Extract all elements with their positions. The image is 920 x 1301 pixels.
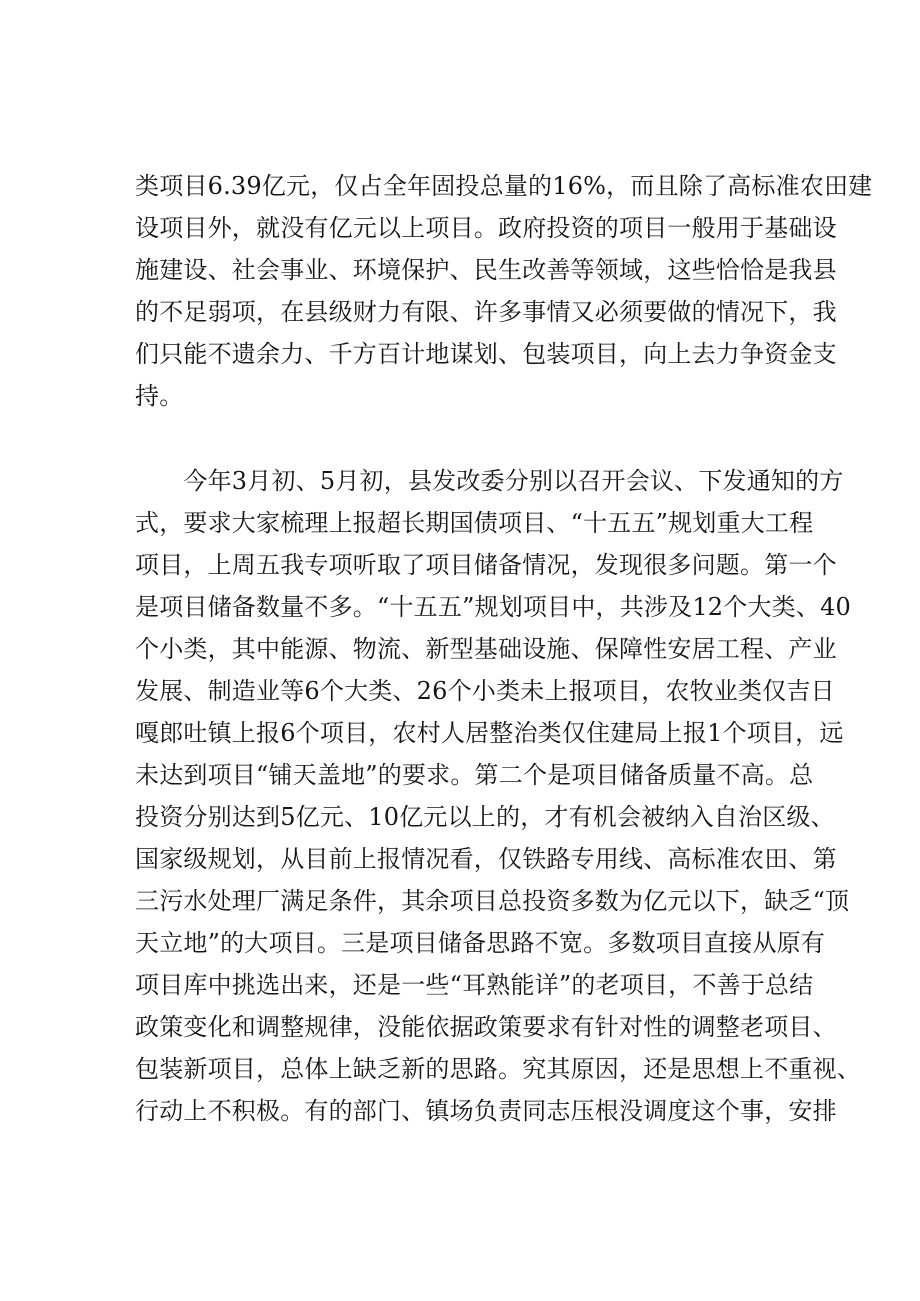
paragraph-line: 未达到项目“铺天盖地”的要求。第二个是项目储备质量不高。总 xyxy=(135,761,814,789)
paragraph-line: 发展、制造业等6个大类、26个小类未上报项目，农牧业类仅吉日 xyxy=(135,677,835,705)
paragraph-line: 投资分别达到5亿元、10亿元以上的，才有机会被纳入自治区级、 xyxy=(135,803,835,831)
paragraph-line: 设项目外，就没有亿元以上项目。政府投资的项目一般用于基础设 xyxy=(135,214,837,242)
paragraph-line: 项目，上周五我专项听取了项目储备情况，发现很多问题。第一个 xyxy=(135,551,837,579)
paragraph-line: 类项目6.39亿元，仅占全年固投总量的16%，而且除了高标准农田建 xyxy=(135,172,873,200)
paragraph-line: 行动上不积极。有的部门、镇场负责同志压根没调度这个事，安排 xyxy=(135,1097,837,1125)
paragraph-line: 式，要求大家梳理上报超长期国债项目、“十五五”规划重大工程 xyxy=(135,509,814,537)
paragraph-line: 们只能不遗余力、千方百计地谋划、包装项目，向上去力争资金支 xyxy=(135,340,837,368)
paragraph-2 xyxy=(135,460,861,1132)
paragraph-line: 国家级规划，从目前上报情况看，仅铁路专用线、高标准农田、第 xyxy=(135,845,837,873)
paragraph-line: 是项目储备数量不多。“十五五”规划项目中，共涉及12个大类、40 xyxy=(135,593,852,621)
paragraph-1 xyxy=(135,165,873,417)
paragraph-line: 项目库中挑选出来，还是一些“耳熟能详”的老项目，不善于总结 xyxy=(135,971,814,999)
paragraph-line: 个小类，其中能源、物流、新型基础设施、保障性安居工程、产业 xyxy=(135,635,837,663)
paragraph-line: 嘎郎吐镇上报6个项目，农村人居整治类仅住建局上报1个项目，远 xyxy=(135,719,844,747)
paragraph-line: 今年3月初、5月初，县发改委分别以召开会议、下发通知的方 xyxy=(135,467,844,495)
paragraph-line: 的不足弱项，在县级财力有限、许多事情又必须要做的情况下，我 xyxy=(135,298,837,326)
paragraph-line: 天立地”的大项目。三是项目储备思路不宽。多数项目直接从原有 xyxy=(135,929,826,957)
paragraph-line: 政策变化和调整规律，没能依据政策要求有针对性的调整老项目、 xyxy=(135,1013,837,1041)
paragraph-line: 三污水处理厂满足条件，其余项目总投资多数为亿元以下，缺乏“顶 xyxy=(135,887,850,915)
paragraph-line: 包装新项目，总体上缺乏新的思路。究其原因，还是思想上不重视、 xyxy=(135,1055,861,1083)
paragraph-line: 持。 xyxy=(135,382,184,410)
paragraph-line: 施建设、社会事业、环境保护、民生改善等领域，这些恰恰是我县 xyxy=(135,256,837,284)
